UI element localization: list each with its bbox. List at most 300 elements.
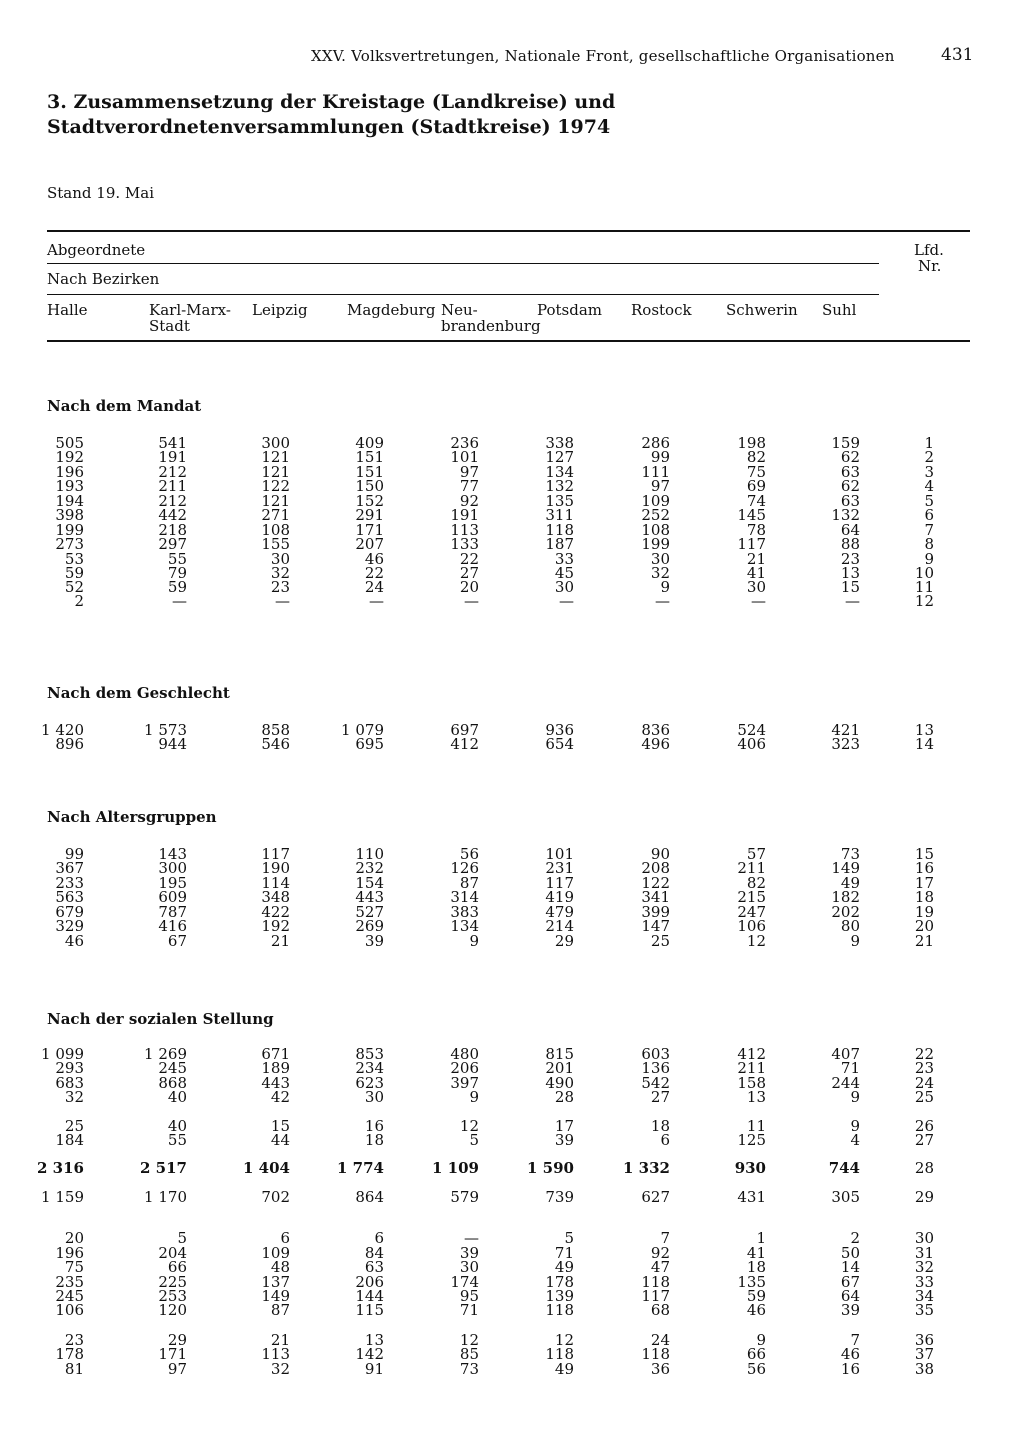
table-cell: 24 (364, 578, 384, 596)
abgeordnete-label: Abgeordnete (47, 241, 146, 259)
table-cell: 21 (746, 550, 766, 568)
table-cell: 55 (167, 1131, 187, 1149)
row-number: 37 (914, 1345, 934, 1363)
table-cell: 114 (261, 874, 290, 892)
table-cell: 22 (459, 550, 479, 568)
table-cell: 30 (746, 578, 766, 596)
table-row (0, 1076, 1024, 1091)
table-cell: 110 (355, 845, 384, 863)
table-cell: 132 (831, 506, 860, 524)
table-cell: 225 (158, 1273, 187, 1291)
table-cell: 151 (355, 463, 384, 481)
table-cell: 679 (55, 903, 84, 921)
table-cell: 32 (270, 564, 290, 582)
table-cell: 97 (650, 477, 670, 495)
table-cell: 40 (167, 1117, 187, 1135)
table-row (0, 919, 1024, 934)
table-row (0, 1047, 1024, 1062)
table-cell: 944 (158, 735, 187, 753)
row-number: 34 (914, 1287, 934, 1305)
table-cell: 75 (746, 463, 766, 481)
table-cell: 787 (158, 903, 187, 921)
table-cell: 118 (545, 521, 574, 539)
table-row (0, 876, 1024, 891)
table-cell: 206 (355, 1273, 384, 1291)
table-cell: 215 (737, 888, 766, 906)
table-cell: 120 (158, 1301, 187, 1319)
table-cell: 71 (840, 1059, 860, 1077)
table-cell: 182 (831, 888, 860, 906)
table-cell: — (369, 592, 384, 610)
table-cell: 399 (641, 903, 670, 921)
column-header (347, 302, 435, 318)
table-cell: 117 (261, 845, 290, 863)
table-cell: 87 (270, 1301, 290, 1319)
table-cell: 196 (55, 1244, 84, 1262)
table-cell: 13 (364, 1331, 384, 1349)
table-cell: 62 (840, 448, 860, 466)
column-header-line-1: Rostock (631, 301, 692, 319)
table-row (0, 552, 1024, 567)
column-header (726, 302, 798, 318)
table-cell: 46 (840, 1345, 860, 1363)
table-row (0, 450, 1024, 465)
table-cell: 697 (450, 721, 479, 739)
table-cell: 92 (459, 492, 479, 510)
table-cell: 63 (840, 463, 860, 481)
row-number: 27 (914, 1131, 934, 1149)
table-cell: 252 (641, 506, 670, 524)
table-cell: 82 (746, 874, 766, 892)
row-number: 9 (924, 550, 934, 568)
table-cell: 212 (158, 492, 187, 510)
table-cell: 1 590 (527, 1159, 574, 1177)
table-cell: 1 170 (144, 1188, 187, 1206)
table-cell: 407 (831, 1045, 860, 1063)
table-cell: 30 (459, 1258, 479, 1276)
row-number: 38 (914, 1360, 934, 1378)
row-number: 32 (914, 1258, 934, 1276)
table-cell: 41 (746, 564, 766, 582)
table-row (0, 508, 1024, 523)
table-cell: 134 (450, 917, 479, 935)
table-cell: 9 (850, 1088, 860, 1106)
table-cell: 480 (450, 1045, 479, 1063)
section-title: Nach Altersgruppen (47, 808, 217, 826)
column-header-line-1: Suhl (822, 301, 857, 319)
page-title-line-1: 3. Zusammensetzung der Kreistage (Landkreise) und (47, 91, 616, 113)
table-cell: 79 (167, 564, 187, 582)
section-title: Nach dem Geschlecht (47, 684, 230, 702)
lfd-nr-label-line-1: Lfd. (914, 241, 944, 259)
table-cell: 194 (55, 492, 84, 510)
table-cell: 300 (158, 859, 187, 877)
table-cell: 99 (64, 845, 84, 863)
column-header-line-1: Halle (47, 301, 88, 319)
table-cell: 27 (650, 1088, 670, 1106)
table-cell: 1 774 (337, 1159, 384, 1177)
table-cell: 1 079 (341, 721, 384, 739)
table-cell: 286 (641, 434, 670, 452)
table-cell: 174 (450, 1273, 479, 1291)
table-cell: 9 (660, 578, 670, 596)
table-cell: 73 (459, 1360, 479, 1378)
table-cell: 36 (650, 1360, 670, 1378)
row-number: 23 (914, 1059, 934, 1077)
table-row (0, 1061, 1024, 1076)
table-cell: 5 (564, 1229, 574, 1247)
table-cell: 1 (756, 1229, 766, 1247)
table-cell: 108 (261, 521, 290, 539)
row-number: 25 (914, 1088, 934, 1106)
table-cell: 412 (737, 1045, 766, 1063)
table-cell: 137 (261, 1273, 290, 1291)
table-cell: 63 (840, 492, 860, 510)
table-cell: 9 (850, 932, 860, 950)
table-cell: 348 (261, 888, 290, 906)
column-header (537, 302, 602, 318)
table-row (0, 905, 1024, 920)
table-cell: 113 (450, 521, 479, 539)
column-header-line-2: Stadt (149, 317, 190, 335)
table-cell: 126 (450, 859, 479, 877)
table-cell: 84 (364, 1244, 384, 1262)
table-cell: 2 (74, 592, 84, 610)
row-number: 7 (924, 521, 934, 539)
table-cell: 171 (355, 521, 384, 539)
table-row (0, 494, 1024, 509)
table-cell: 1 332 (623, 1159, 670, 1177)
page-number: 431 (941, 45, 974, 65)
table-cell: 73 (840, 845, 860, 863)
table-cell: 314 (450, 888, 479, 906)
table-cell: 87 (459, 874, 479, 892)
table-cell: 150 (355, 477, 384, 495)
table-cell: 117 (641, 1287, 670, 1305)
table-cell: 204 (158, 1244, 187, 1262)
table-cell: 683 (55, 1074, 84, 1092)
table-cell: 39 (840, 1301, 860, 1319)
table-cell: 20 (459, 578, 479, 596)
table-cell: 603 (641, 1045, 670, 1063)
row-number: 36 (914, 1331, 934, 1349)
column-header (252, 302, 308, 318)
table-top-rule (47, 230, 970, 232)
table-cell: 1 573 (144, 721, 187, 739)
table-cell: 144 (355, 1287, 384, 1305)
row-number: 21 (914, 932, 934, 950)
table-cell: 9 (469, 1088, 479, 1106)
column-header-line-1: Schwerin (726, 301, 798, 319)
table-cell: 59 (167, 578, 187, 596)
table-cell: 97 (167, 1360, 187, 1378)
table-cell: 702 (261, 1188, 290, 1206)
row-number: 29 (914, 1188, 934, 1206)
table-cell: 13 (746, 1088, 766, 1106)
row-number: 12 (914, 592, 934, 610)
table-cell: 53 (64, 550, 84, 568)
table-cell: 56 (459, 845, 479, 863)
table-cell: 55 (167, 550, 187, 568)
table-cell: 206 (450, 1059, 479, 1077)
table-cell: 416 (158, 917, 187, 935)
table-cell: 25 (64, 1117, 84, 1135)
table-row (0, 1362, 1024, 1377)
row-number: 4 (924, 477, 934, 495)
table-row (0, 465, 1024, 480)
column-header-line-1: Karl-Marx- (149, 301, 231, 319)
table-cell: 127 (545, 448, 574, 466)
table-cell: 154 (355, 874, 384, 892)
table-cell: 145 (737, 506, 766, 524)
table-cell: 21 (270, 1331, 290, 1349)
table-cell: 171 (158, 1345, 187, 1363)
table-cell: 836 (641, 721, 670, 739)
table-cell: 118 (641, 1345, 670, 1363)
table-cell: 29 (167, 1331, 187, 1349)
table-cell: 815 (545, 1045, 574, 1063)
table-cell: 442 (158, 506, 187, 524)
table-cell: 4 (850, 1131, 860, 1149)
table-cell: 77 (459, 477, 479, 495)
table-cell: 542 (641, 1074, 670, 1092)
table-cell: 202 (831, 903, 860, 921)
table-cell: 139 (545, 1287, 574, 1305)
table-cell: 18 (364, 1131, 384, 1149)
page-title-line-2: Stadtverordnetenversammlungen (Stadtkreise) 1974 (47, 116, 611, 138)
row-number: 19 (914, 903, 934, 921)
table-cell: 579 (450, 1188, 479, 1206)
table-cell: 896 (55, 735, 84, 753)
column-header (149, 302, 231, 334)
table-row (0, 436, 1024, 451)
table-cell: 64 (840, 521, 860, 539)
table-cell: 44 (270, 1131, 290, 1149)
table-cell: 1 404 (243, 1159, 290, 1177)
table-cell: 527 (355, 903, 384, 921)
row-number: 8 (924, 535, 934, 553)
table-cell: 117 (545, 874, 574, 892)
table-cell: 136 (641, 1059, 670, 1077)
row-number: 1 (924, 434, 934, 452)
table-row (0, 737, 1024, 752)
table-cell: 199 (55, 521, 84, 539)
row-number: 28 (914, 1159, 934, 1177)
table-row (0, 890, 1024, 905)
table-cell: 30 (364, 1088, 384, 1106)
table-row (0, 1289, 1024, 1304)
table-cell: 155 (261, 535, 290, 553)
table-cell: 47 (650, 1258, 670, 1276)
table-cell: 191 (158, 448, 187, 466)
table-cell: 190 (261, 859, 290, 877)
table-cell: 864 (355, 1188, 384, 1206)
bezirken-rule (47, 294, 879, 295)
column-header-line-1: Potsdam (537, 301, 603, 319)
table-cell: 52 (64, 578, 84, 596)
table-cell: 30 (554, 578, 574, 596)
table-cell: 201 (545, 1059, 574, 1077)
table-row (0, 1119, 1024, 1134)
table-cell: — (751, 592, 766, 610)
table-row (0, 723, 1024, 738)
table-cell: 113 (261, 1345, 290, 1363)
table-cell: 33 (554, 550, 574, 568)
table-cell: 6 (280, 1229, 290, 1247)
table-cell: 66 (167, 1258, 187, 1276)
table-cell: 48 (270, 1258, 290, 1276)
table-cell: 419 (545, 888, 574, 906)
table-cell: 66 (746, 1345, 766, 1363)
table-cell: 191 (450, 506, 479, 524)
page-title (47, 90, 615, 140)
table-cell: — (275, 592, 290, 610)
table-cell: 135 (545, 492, 574, 510)
table-row (0, 1231, 1024, 1246)
row-number: 10 (914, 564, 934, 582)
table-cell: 9 (850, 1117, 860, 1135)
table-cell: 208 (641, 859, 670, 877)
table-row (0, 1333, 1024, 1348)
table-cell: 291 (355, 506, 384, 524)
table-cell: 67 (840, 1273, 860, 1291)
table-cell: 59 (64, 564, 84, 582)
table-cell: 858 (261, 721, 290, 739)
table-cell: 56 (746, 1360, 766, 1378)
table-cell: 90 (650, 845, 670, 863)
table-cell: 245 (158, 1059, 187, 1077)
table-cell: 5 (469, 1131, 479, 1149)
table-cell: 7 (850, 1331, 860, 1349)
table-cell: 117 (737, 535, 766, 553)
table-cell: 101 (450, 448, 479, 466)
column-header (631, 302, 692, 318)
table-cell: 46 (364, 550, 384, 568)
table-cell: 253 (158, 1287, 187, 1305)
table-cell: 99 (650, 448, 670, 466)
table-cell: 195 (158, 874, 187, 892)
table-row (0, 594, 1024, 609)
table-cell: 193 (55, 477, 84, 495)
table-row (0, 1133, 1024, 1148)
table-cell: 936 (545, 721, 574, 739)
table-cell: 109 (641, 492, 670, 510)
table-cell: 189 (261, 1059, 290, 1077)
table-cell: 930 (734, 1159, 766, 1177)
table-cell: 235 (55, 1273, 84, 1291)
table-cell: 323 (831, 735, 860, 753)
table-cell: 15 (840, 578, 860, 596)
table-cell: 16 (364, 1117, 384, 1135)
table-cell: 14 (840, 1258, 860, 1276)
row-number: 24 (914, 1074, 934, 1092)
table-cell: 2 517 (140, 1159, 187, 1177)
table-cell: 134 (545, 463, 574, 481)
table-cell: 32 (270, 1360, 290, 1378)
table-cell: 305 (831, 1188, 860, 1206)
table-cell: 695 (355, 735, 384, 753)
table-cell: 18 (650, 1117, 670, 1135)
table-cell: 30 (270, 550, 290, 568)
table-cell: 244 (831, 1074, 860, 1092)
row-number: 26 (914, 1117, 934, 1135)
table-cell: 101 (545, 845, 574, 863)
column-header (441, 302, 541, 334)
table-cell: 149 (831, 859, 860, 877)
table-cell: 92 (650, 1244, 670, 1262)
table-cell: 121 (261, 448, 290, 466)
table-cell: 152 (355, 492, 384, 510)
table-cell: 12 (459, 1331, 479, 1349)
table-cell: — (655, 592, 670, 610)
table-cell: 108 (641, 521, 670, 539)
row-number: 22 (914, 1045, 934, 1063)
table-cell: 212 (158, 463, 187, 481)
table-cell: 1 420 (41, 721, 84, 739)
table-cell: 106 (55, 1301, 84, 1319)
table-cell: 273 (55, 535, 84, 553)
table-cell: 69 (746, 477, 766, 495)
table-cell: 118 (641, 1273, 670, 1291)
table-cell: 187 (545, 535, 574, 553)
table-cell: 46 (746, 1301, 766, 1319)
table-cell: 214 (545, 917, 574, 935)
row-number: 11 (914, 578, 934, 596)
table-cell: 192 (55, 448, 84, 466)
table-cell: 654 (545, 735, 574, 753)
column-header-line-2: brandenburg (441, 317, 541, 335)
table-cell: 443 (355, 888, 384, 906)
table-cell: 80 (840, 917, 860, 935)
table-cell: 121 (261, 492, 290, 510)
table-row (0, 847, 1024, 862)
table-cell: 12 (554, 1331, 574, 1349)
table-cell: 546 (261, 735, 290, 753)
table-cell: 27 (459, 564, 479, 582)
table-cell: 671 (261, 1045, 290, 1063)
row-number: 5 (924, 492, 934, 510)
table-cell: 232 (355, 859, 384, 877)
row-number: 16 (914, 859, 934, 877)
table-cell: 2 316 (37, 1159, 84, 1177)
table-cell: 41 (746, 1244, 766, 1262)
table-cell: — (845, 592, 860, 610)
table-cell: 23 (840, 550, 860, 568)
table-row (0, 861, 1024, 876)
table-cell: 30 (650, 550, 670, 568)
row-number: 35 (914, 1301, 934, 1319)
row-number: 13 (914, 721, 934, 739)
column-header (47, 302, 88, 318)
table-cell: 7 (660, 1229, 670, 1247)
table-cell: 95 (459, 1287, 479, 1305)
table-cell: — (464, 592, 479, 610)
table-cell: 245 (55, 1287, 84, 1305)
column-header (822, 302, 856, 318)
table-cell: 178 (545, 1273, 574, 1291)
table-cell: 118 (545, 1345, 574, 1363)
table-cell: 23 (270, 578, 290, 596)
table-row (0, 580, 1024, 595)
table-cell: 196 (55, 463, 84, 481)
table-cell: 39 (459, 1244, 479, 1262)
table-cell: 81 (64, 1360, 84, 1378)
table-cell: 338 (545, 434, 574, 452)
table-cell: 133 (450, 535, 479, 553)
table-cell: 75 (64, 1258, 84, 1276)
section-title: Nach dem Mandat (47, 397, 202, 415)
table-cell: 421 (831, 721, 860, 739)
